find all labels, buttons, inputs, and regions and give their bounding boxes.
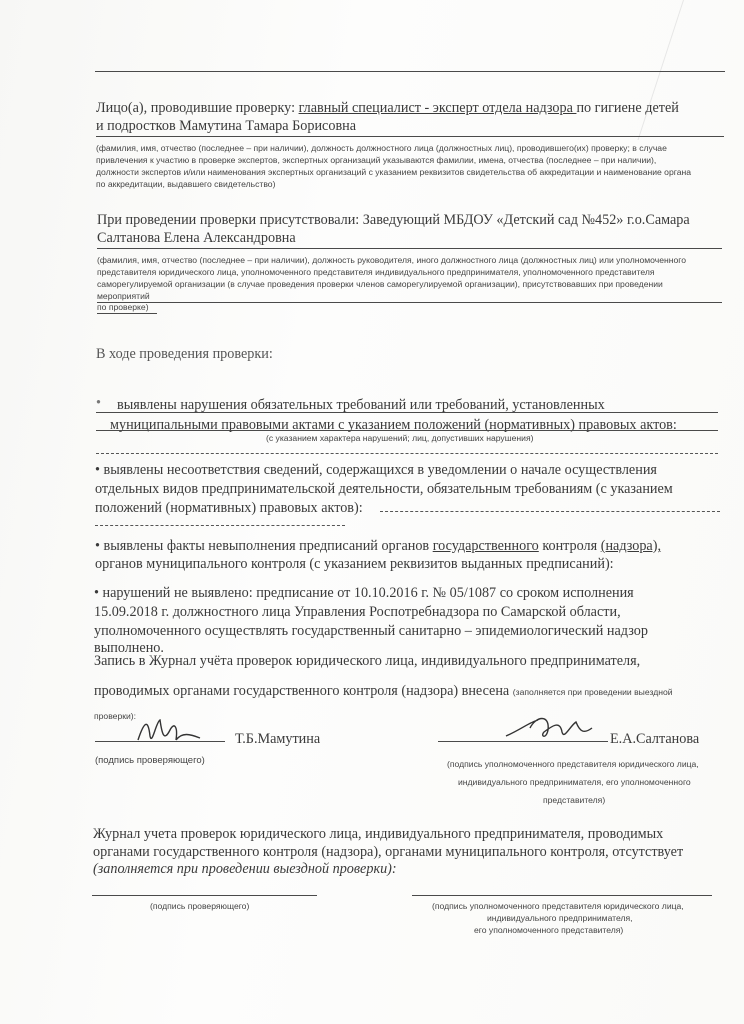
rep-signature (500, 706, 620, 746)
present-hint-rule (97, 302, 722, 303)
orders-text-c: контроля (538, 538, 601, 554)
inspectors-hint-4: по аккредитации, выдавшего свидетельство) (96, 179, 276, 189)
absent-line1: Журнал учета проверок юридического лица, индивидуального предпринимателя, проводимых (93, 826, 664, 842)
inspectors-underline (96, 136, 724, 137)
inspectors-rest: по гигиене детей (576, 100, 679, 116)
absent-inspector-hint: (подпись проверяющего) (150, 901, 250, 911)
inspectors-line2: и подростков Мамутина Тамара Борисовна (96, 118, 357, 134)
violations-rule-2 (96, 430, 718, 431)
rep-sign-hint-1: (подпись уполномоченного представителя юридического лица, (447, 759, 699, 769)
present-line2: Салтанова Елена Александровна (97, 230, 296, 246)
inspectors-hint-3: должности экспертов и/или наименования экспертных организаций с указанием реквизитов свидетельства об аккредитации и наименование органа (96, 167, 691, 177)
violations-line1: выявлены нарушения обязательных требований или требований, установленных (117, 397, 605, 413)
inspectors-label: Лицо(а), проводившие проверку: (96, 100, 296, 116)
none-line4: выполнено. (94, 640, 164, 656)
rep-name: Е.А.Салтанова (610, 731, 700, 747)
orders-text-a: • выявлены факты невыполнения предписаний органов (95, 538, 433, 554)
absent-rep-hint-3: его уполномоченного представителя) (474, 925, 624, 935)
orders-text-d: (надзора), (600, 538, 662, 554)
journal-line2 (94, 684, 673, 698)
present-hint-5: по проверке) (97, 302, 149, 312)
inspectors-position: главный специалист - эксперт отдела надзора (298, 100, 577, 116)
journal-line2-main: проводимых органами государственного контроля (надзора) внесена (94, 683, 513, 699)
violations-hint: (с указанием характера нарушений; лиц, допустивших нарушения) (266, 433, 534, 443)
absent-rep-hint-1: (подпись уполномоченного представителя юридического лица, (432, 901, 684, 911)
orders-line1 (95, 539, 661, 553)
none-line1: • нарушений не выявлено: предписание от 10.10.2016 г. № 05/1087 со сроком исполнения (94, 585, 634, 601)
violations-rule-1 (96, 412, 718, 413)
violations-bullet: • (96, 395, 101, 411)
rep-sign-line (438, 741, 608, 742)
present-underline (97, 248, 722, 249)
orders-line2: органов муниципального контроля (с указанием реквизитов выданных предписаний): (95, 556, 614, 572)
inconsistencies-line2: отдельных видов предпринимательской деятельности, обязательным требованиям (с указанием (95, 481, 673, 497)
violations-dash-1 (96, 453, 718, 454)
absent-rep-hint-2: индивидуального предпринимателя, (487, 913, 633, 923)
inconsistencies-dash-1 (380, 511, 720, 512)
inspectors-line1 (96, 101, 679, 115)
none-line3: уполномоченного осуществлять государственный санитарно – эпидемиологический надзор (94, 623, 648, 639)
inspector-signature (130, 712, 240, 752)
inspectors-hint-2: привлечения к участию в проверке экспертов, экспертных организаций указываются фамилии, имена, отчества (последнее – при наличии), (96, 155, 657, 165)
orders-text-b: государственного (432, 538, 539, 554)
top-rule (95, 71, 725, 72)
journal-line1: Запись в Журнал учёта проверок юридического лица, индивидуального предпринимателя, (94, 653, 641, 669)
absent-inspector-line (92, 895, 317, 896)
course-title: В ходе проведения проверки: (96, 346, 273, 362)
paper-fold (638, 0, 744, 140)
inspectors-hint-1: (фамилия, имя, отчество (последнее – при наличии), должность должностного лица (должностных лиц), проводившего(их) проверку; в случае (96, 143, 667, 153)
present-hint-3: саморегулируемой организации (в случае проведения проверки членов саморегулируемой организации), присутствовавших при проведении (97, 279, 663, 289)
present-hint-2: представителя юридического лица, уполномоченного представителя индивидуального предпринимателя, уполномоченного представителя (97, 267, 655, 277)
inconsistencies-line1: • выявлены несоответствия сведений, содержащихся в уведомлении о начале осуществления (95, 462, 657, 478)
absent-italic-line: (заполняется при проведении выездной проверки): (93, 861, 397, 877)
inconsistencies-dash-2 (95, 525, 345, 526)
present-hint-rule-2 (97, 313, 157, 314)
none-line2: 15.09.2018 г. должностного лица Управления Роспотребнадзора по Самарской области, (94, 604, 621, 620)
inspector-name: Т.Б.Мамутина (235, 731, 321, 747)
violations-line2: муниципальными правовыми актами с указанием положений (нормативных) правовых актов: (110, 417, 677, 433)
rep-sign-hint-3: представителя) (543, 795, 606, 805)
present-line1: При проведении проверки присутствовали: Заведующий МБДОУ «Детский сад №452» г.о.Самара (97, 212, 690, 228)
inconsistencies-line3: положений (нормативных) правовых актов): (95, 500, 363, 516)
present-hint-1: (фамилия, имя, отчество (последнее – при наличии), должность руководителя, иного должностного лица (должностных лиц) или уполномоченного (97, 255, 686, 265)
inspector-sign-line (95, 741, 225, 742)
absent-rep-line (412, 895, 712, 896)
rep-sign-hint-2: индивидуального предпринимателя, его уполномоченного (458, 777, 691, 787)
inspector-sign-hint: (подпись проверяющего) (95, 755, 205, 766)
journal-line2-hint: (заполняется при проведении выездной (512, 687, 673, 697)
absent-line2: органами государственного контроля (надзора), органами муниципального контроля, отсутствует (93, 844, 684, 860)
journal-line3-hint: проверки): (94, 711, 137, 721)
present-hint-4: мероприятий (97, 291, 150, 301)
